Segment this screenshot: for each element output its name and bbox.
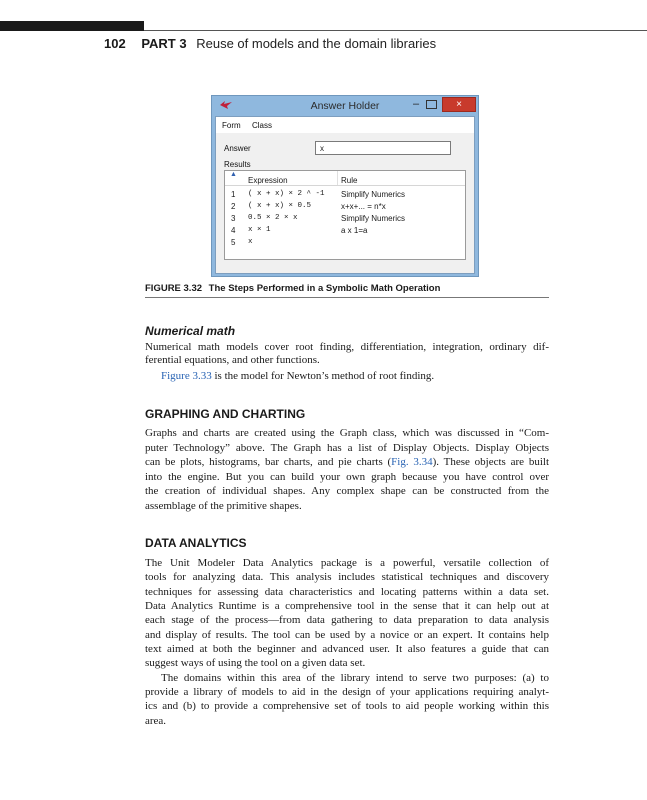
caption-rule (145, 297, 549, 298)
paragraph-line: The Unit Modeler Data Analytics package is a powerful, versatile collection of (145, 557, 549, 569)
row-number: 1 (231, 190, 236, 199)
menu-form[interactable]: Form (222, 121, 241, 130)
table-row[interactable] (225, 202, 465, 214)
numerical-math-heading: Numerical math (145, 324, 236, 338)
row-number: 3 (231, 214, 236, 223)
close-button[interactable]: × (442, 97, 476, 112)
paragraph-line: the creation of individual shapes. Any complex shape can be constructed from the (145, 485, 549, 497)
column-expression[interactable]: Expression (248, 176, 288, 185)
header-rule (144, 30, 647, 31)
dialog-client (215, 116, 475, 274)
figure-3-33-link[interactable]: Figure 3.33 (161, 370, 212, 382)
row-expression: x × 1 (248, 226, 271, 234)
paragraph-text: is the model for Newton’s method of root finding. (211, 370, 435, 382)
part-title: Reuse of models and the domain libraries (196, 36, 437, 51)
running-head (104, 36, 436, 51)
row-rule: Simplify Numerics (341, 190, 406, 199)
paragraph-line: suggest ways of using the tool on a given data set. (145, 657, 366, 669)
paragraph-line (145, 455, 549, 469)
data-analytics-heading: DATA ANALYTICS (145, 536, 247, 550)
table-row[interactable] (225, 190, 465, 202)
paragraph-line: puter Technology” above. The Graph has a list of Display Objects. Display Objects (145, 442, 549, 454)
paragraph-line: Data Analytics Runtime is a comprehensive tool in the sense that it can help out at (145, 600, 549, 612)
menu-class[interactable]: Class (252, 121, 273, 130)
paragraph-line: assemblage of the primitive shapes. (145, 500, 302, 512)
row-expression: ( x + x) × 2 ^ -1 (248, 190, 325, 198)
title-bar[interactable] (212, 96, 478, 116)
answer-input[interactable]: x (315, 141, 451, 155)
figure-caption-text: The Steps Performed in a Symbolic Math Operation (208, 283, 441, 294)
window-title: Answer Holder (310, 100, 380, 112)
paragraph-line: ics and (b) to provide a comprehensive set of tools to aid people working within this (145, 700, 549, 712)
table-row[interactable] (225, 226, 465, 238)
part-label: PART 3 (141, 36, 187, 51)
column-rule[interactable]: Rule (341, 176, 358, 185)
row-rule: x+x+... = n*x (341, 202, 386, 211)
sort-arrow-icon[interactable]: ▲ (230, 171, 237, 178)
maximize-button[interactable] (426, 100, 437, 109)
figure-caption (145, 283, 440, 294)
row-rule: Simplify Numerics (341, 214, 406, 223)
paragraph-line: Numerical math models cover root finding, differentiation, integration, ordinary dif- (145, 341, 549, 353)
paragraph-line: provide a library of models to aid in the design of your applications requiring analyt- (145, 686, 549, 698)
row-expression: ( x + x) × 0.5 (248, 202, 312, 210)
menu-bar (216, 117, 474, 133)
paragraph-line: Graphs and charts are created using the Graph class, which was discussed in “Com- (145, 427, 549, 439)
paragraph-text: ). These objects are built (432, 456, 550, 468)
row-rule: a x 1=a (341, 226, 368, 235)
row-expression: x (248, 238, 253, 246)
results-label: Results (224, 160, 251, 169)
row-expression: 0.5 × 2 × x (248, 214, 298, 222)
results-header (225, 171, 465, 186)
paragraph-line: and display of results. The tool can be used by a novice or an expert. It contains help (145, 629, 549, 641)
paragraph-line: The domains within this area of the library intend to serve two purposes: (a) to (161, 672, 549, 684)
paragraph-line: into the engine. But you can build your own graph because you have control over (145, 471, 549, 483)
answer-label: Answer (224, 144, 251, 153)
row-number: 5 (231, 238, 236, 247)
paragraph-text: can be plots, histograms, bar charts, and pie charts ( (145, 456, 392, 468)
figure-label: FIGURE 3.32 (145, 283, 203, 294)
column-divider[interactable] (337, 171, 338, 185)
row-number: 4 (231, 226, 236, 235)
fig-3-34-link[interactable]: Fig. 3.34 (391, 456, 433, 468)
graphing-heading: GRAPHING AND CHARTING (145, 407, 306, 421)
table-row[interactable] (225, 214, 465, 226)
results-table[interactable] (224, 170, 466, 260)
minimize-button[interactable]: – (412, 98, 420, 110)
row-number: 2 (231, 202, 236, 211)
header-bar (0, 21, 144, 31)
paragraph-line: each stage of the process—from data gathering to data preparation to data analysis (145, 614, 549, 626)
paragraph-line: tools for analyzing data. This analysis includes statistical techniques and discovery (145, 571, 549, 583)
paragraph-line: area. (145, 715, 167, 727)
page-number: 102 (104, 36, 126, 51)
table-row[interactable] (225, 238, 465, 250)
paragraph-line: ferential equations, and other functions. (145, 354, 320, 366)
answer-holder-window (211, 95, 479, 277)
paragraph-line: techniques for assessing data characteristics and locating patterns within a data set. (145, 586, 549, 598)
paragraph-line (161, 369, 434, 383)
paragraph-line: text aimed at both the beginner and advanced user. It also features a guide that can (145, 643, 549, 655)
